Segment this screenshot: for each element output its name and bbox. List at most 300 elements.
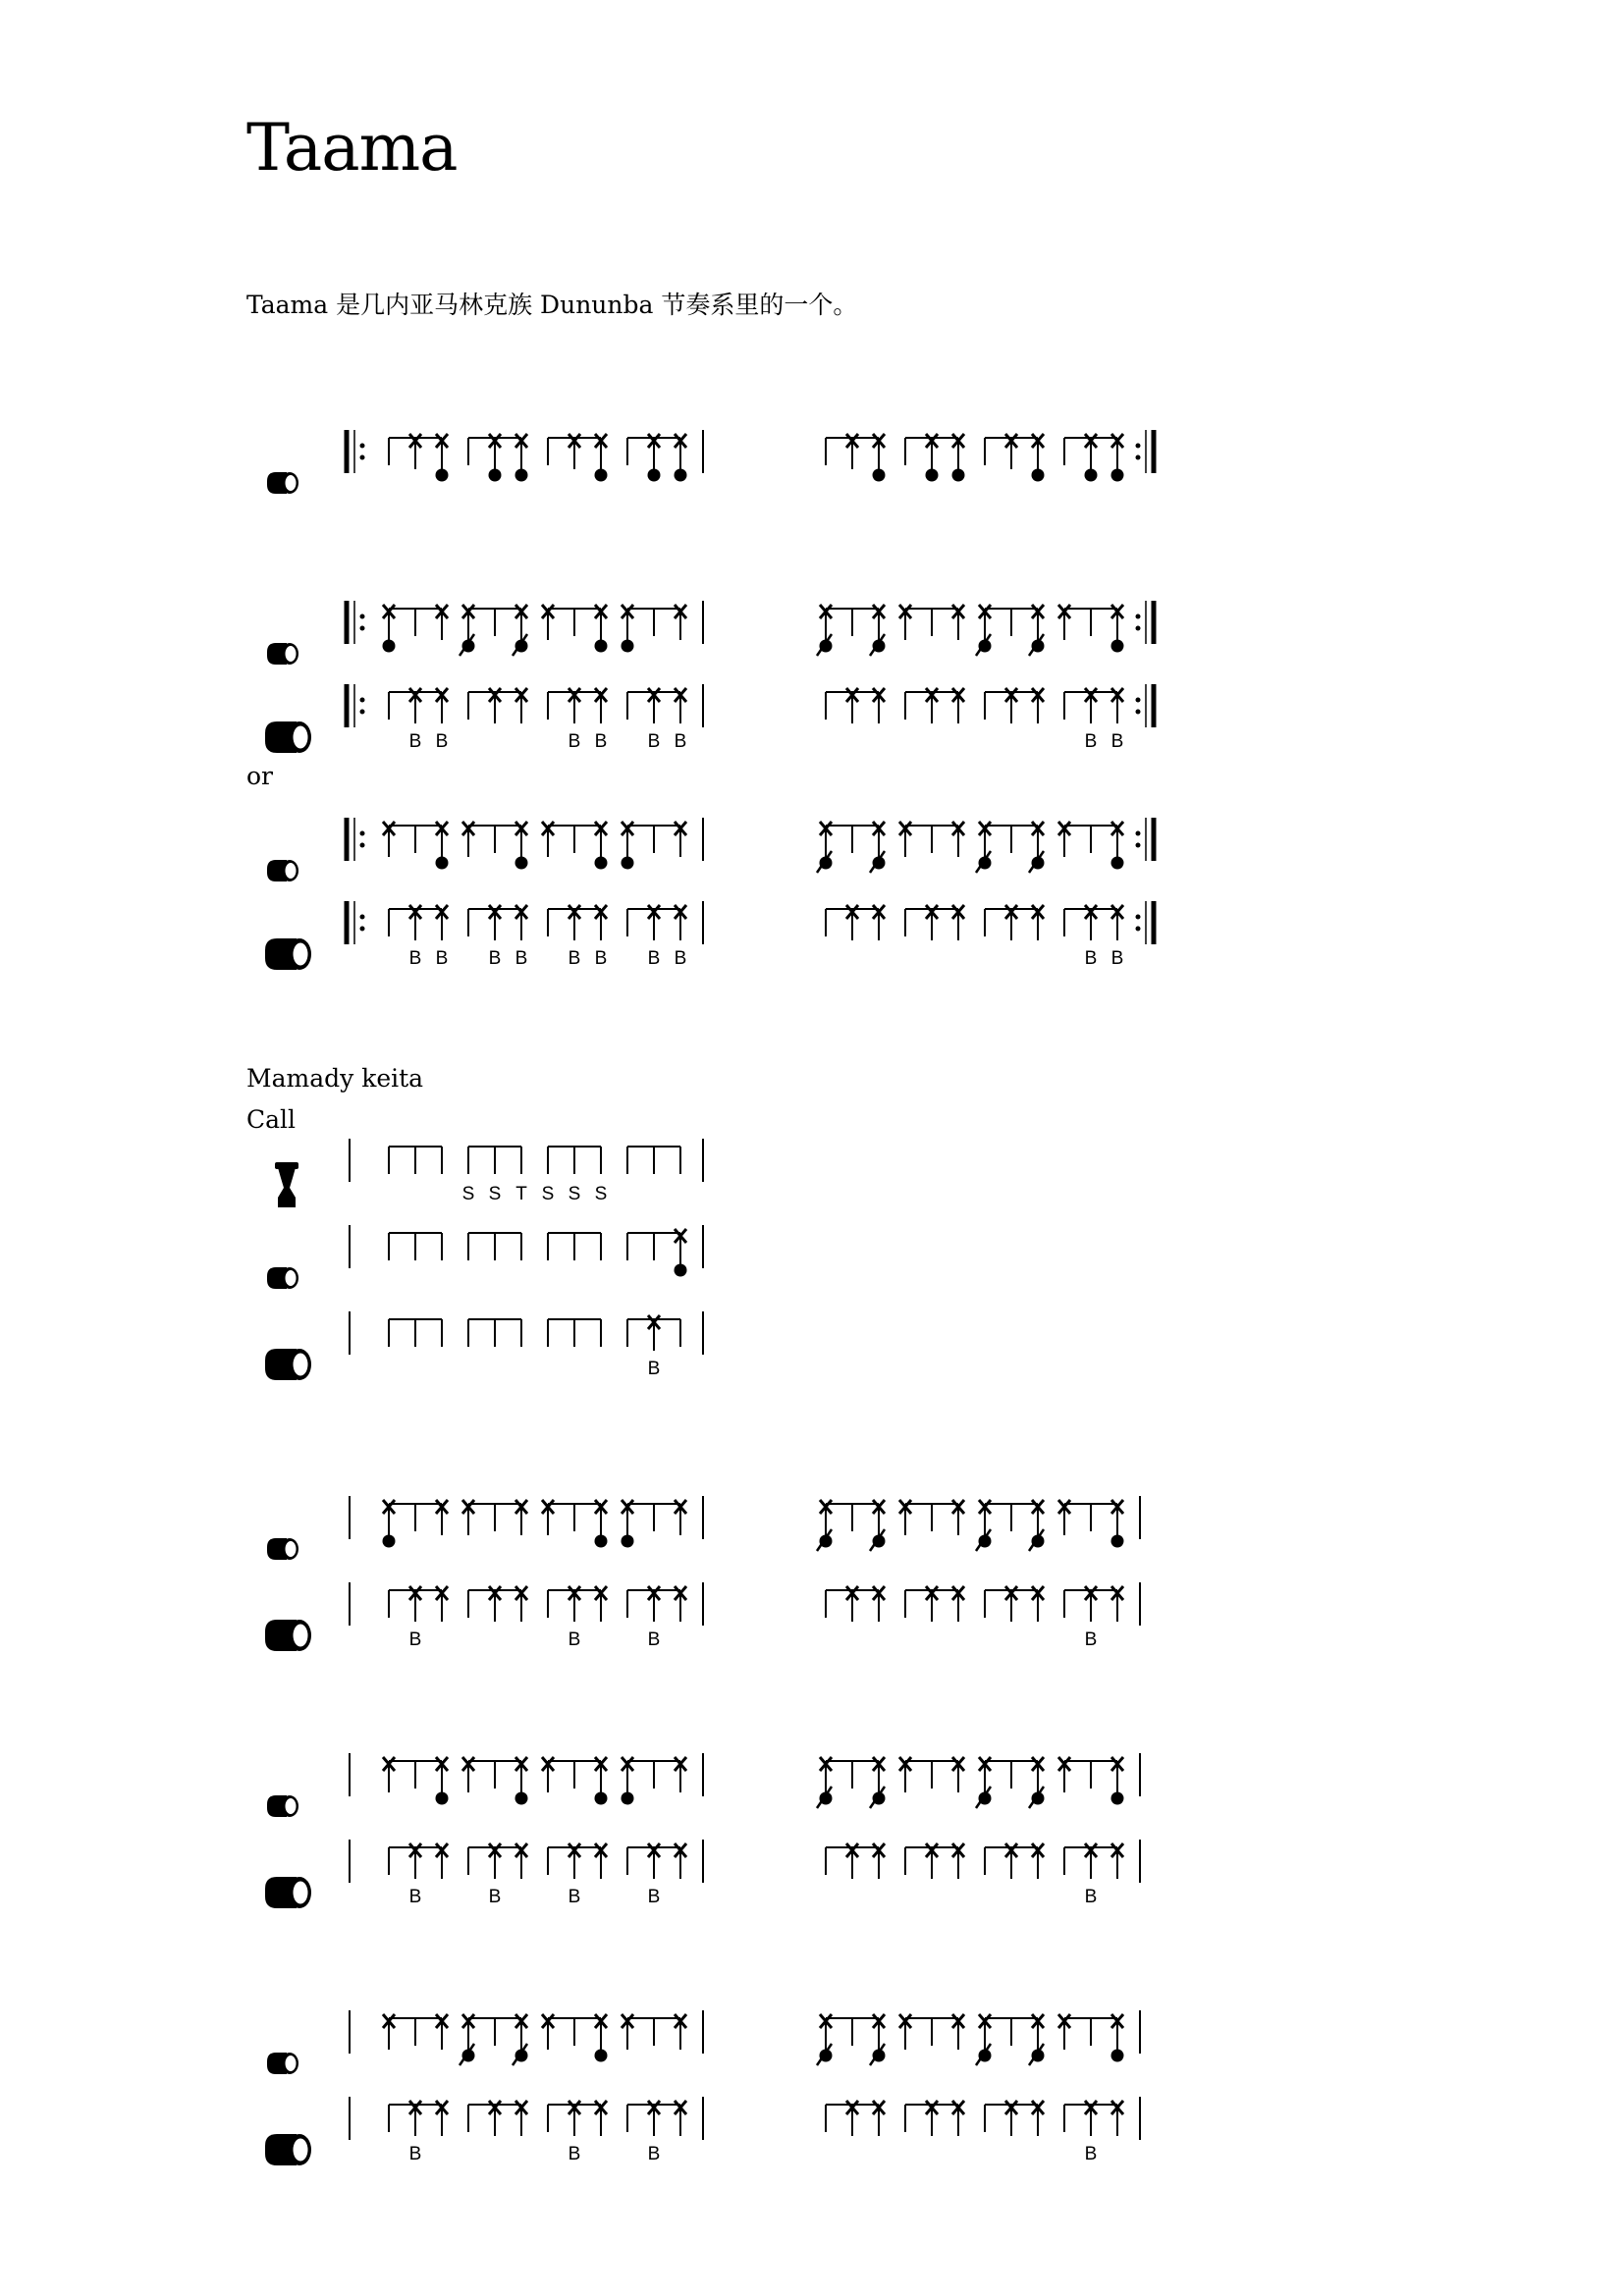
note-x	[436, 605, 448, 640]
beat	[905, 2101, 964, 2136]
note-xo	[436, 434, 449, 482]
svg-text:B: B	[1084, 948, 1098, 969]
note-xo	[595, 1500, 608, 1548]
staff-dununba	[0, 686, 1624, 755]
svg-text:B: B	[568, 731, 581, 752]
note-xm	[1029, 2014, 1045, 2065]
staff-lines	[0, 903, 1624, 972]
note-x	[1111, 1586, 1123, 1622]
beat	[383, 605, 449, 653]
svg-text:B: B	[568, 948, 581, 969]
note-x	[899, 2014, 911, 2050]
beat	[899, 822, 964, 857]
note-xB	[515, 905, 528, 969]
note-xo	[622, 822, 634, 870]
note-x	[595, 1586, 607, 1622]
beat	[1064, 1586, 1123, 1650]
note-x	[436, 1500, 448, 1535]
note-x	[926, 905, 938, 940]
note-x	[542, 605, 554, 640]
beat	[622, 1500, 687, 1548]
svg-text:B: B	[408, 1629, 422, 1650]
note-xo	[595, 822, 608, 870]
note-xo	[515, 1757, 528, 1805]
staff-dununba	[0, 1842, 1624, 1910]
note-xB	[648, 905, 661, 969]
beat	[389, 1319, 442, 1347]
beat	[976, 1500, 1045, 1551]
note-x	[899, 1500, 911, 1535]
stroke-slap: S	[541, 1184, 555, 1204]
beat	[468, 1319, 521, 1347]
beat	[542, 822, 608, 870]
beat	[976, 2014, 1045, 2065]
note-xB	[648, 2101, 661, 2164]
note-xB	[675, 905, 687, 969]
note-xo	[1111, 434, 1124, 482]
note-x	[1111, 1843, 1123, 1879]
note-x	[462, 822, 474, 857]
staff-kenkeni	[0, 432, 1624, 501]
note-x	[515, 1586, 527, 1622]
beat	[976, 822, 1045, 873]
beat	[976, 605, 1045, 656]
beat	[826, 434, 886, 482]
beat	[462, 1757, 528, 1805]
note-x	[436, 2101, 448, 2136]
note-xB	[1111, 905, 1124, 969]
label-mamady-keita: Mamady keita	[246, 1064, 424, 1093]
note-xo	[675, 1229, 687, 1277]
staff-lines	[0, 1584, 1624, 1653]
note-x	[675, 822, 686, 857]
svg-text:B: B	[674, 948, 687, 969]
beat	[468, 905, 527, 969]
beat	[548, 1843, 607, 1907]
beat	[627, 434, 687, 482]
staff-kenkeni	[0, 1498, 1624, 1567]
svg-text:B: B	[594, 948, 608, 969]
beat	[899, 2014, 964, 2050]
stroke-tone: T	[515, 1184, 527, 1204]
note-xo	[873, 434, 886, 482]
beat	[826, 1843, 885, 1879]
note-x	[462, 1757, 474, 1792]
note-xm	[870, 822, 886, 873]
note-xB	[409, 688, 422, 752]
beat	[389, 1147, 442, 1174]
note-x	[926, 2101, 938, 2136]
staff-lines	[0, 1141, 1624, 1209]
page-title: Taama	[246, 110, 458, 186]
note-x	[873, 905, 885, 940]
svg-text:B: B	[1084, 1887, 1098, 1907]
note-x	[1005, 1843, 1017, 1879]
note-xm	[976, 605, 992, 656]
beat	[542, 1757, 608, 1805]
note-x	[952, 1757, 964, 1792]
note-x	[515, 1500, 527, 1535]
beat	[1064, 2101, 1123, 2164]
note-xo	[383, 605, 396, 653]
staff-lines	[0, 432, 1624, 501]
note-x	[846, 905, 858, 940]
note-x	[622, 2014, 633, 2050]
beat	[460, 605, 528, 656]
svg-text:B: B	[435, 948, 449, 969]
note-xo	[383, 1500, 396, 1548]
beat	[985, 688, 1044, 723]
beat	[548, 1233, 601, 1260]
beat	[627, 1147, 680, 1174]
note-x	[1058, 605, 1070, 640]
beat	[542, 1500, 608, 1548]
staff-dununba	[0, 1584, 1624, 1653]
note-x	[846, 2101, 858, 2136]
note-x	[873, 2101, 885, 2136]
svg-text:B: B	[435, 731, 449, 752]
staff-lines	[0, 2099, 1624, 2167]
beat	[383, 2014, 448, 2050]
note-xo	[675, 434, 687, 482]
note-x	[926, 1586, 938, 1622]
note-x	[515, 2101, 527, 2136]
svg-text:B: B	[674, 731, 687, 752]
note-x	[899, 822, 911, 857]
beat	[826, 1586, 885, 1622]
note-x	[1032, 1843, 1044, 1879]
beat	[383, 1757, 449, 1805]
note-x	[899, 1757, 911, 1792]
note-xm	[976, 1757, 992, 1808]
note-x	[952, 2101, 964, 2136]
note-x	[383, 1757, 395, 1792]
beat	[389, 1233, 442, 1260]
beat	[627, 1843, 686, 1907]
note-xo	[515, 434, 528, 482]
note-xB	[1085, 905, 1098, 969]
svg-text:B: B	[568, 2144, 581, 2164]
note-x	[926, 1843, 938, 1879]
note-x	[1111, 2101, 1123, 2136]
svg-text:B: B	[408, 948, 422, 969]
beat	[383, 1500, 449, 1548]
note-xm	[1029, 605, 1045, 656]
note-xm	[817, 2014, 833, 2065]
beat	[389, 2101, 448, 2164]
beat	[468, 1586, 527, 1622]
note-xo	[489, 434, 502, 482]
beat	[826, 688, 885, 723]
note-xB	[648, 1315, 661, 1379]
note-x	[1005, 2101, 1017, 2136]
svg-text:B: B	[1084, 1629, 1098, 1650]
staff-djembe	[0, 1141, 1624, 1209]
note-xm	[817, 1500, 833, 1551]
svg-text:B: B	[408, 1887, 422, 1907]
note-x	[873, 1586, 885, 1622]
note-xm	[870, 2014, 886, 2065]
svg-text:B: B	[594, 731, 608, 752]
svg-text:B: B	[488, 1887, 502, 1907]
svg-text:B: B	[1110, 731, 1124, 752]
note-xB	[409, 1586, 422, 1650]
beat	[462, 1500, 527, 1535]
note-xo	[595, 1757, 608, 1805]
beat	[1058, 605, 1124, 653]
svg-text:B: B	[488, 948, 502, 969]
note-x	[1032, 688, 1044, 723]
note-xB	[568, 688, 581, 752]
note-xm	[460, 2014, 475, 2065]
beat	[1058, 822, 1124, 870]
beat	[627, 2101, 686, 2164]
beat	[548, 905, 607, 969]
note-xB	[1085, 688, 1098, 752]
note-x	[1032, 905, 1044, 940]
beat	[389, 1586, 448, 1650]
note-x	[675, 605, 686, 640]
stroke-slap: S	[488, 1184, 502, 1204]
note-xB	[436, 688, 449, 752]
svg-text:B: B	[1084, 731, 1098, 752]
note-x	[952, 1843, 964, 1879]
beat	[468, 1843, 527, 1907]
note-xo	[436, 822, 449, 870]
staff-kenkeni	[0, 1755, 1624, 1824]
note-x	[1032, 2101, 1044, 2136]
note-xm	[460, 605, 475, 656]
beat	[622, 822, 687, 870]
note-xB	[568, 1586, 581, 1650]
beat	[468, 2101, 527, 2136]
note-x	[383, 2014, 395, 2050]
staff-dununba	[0, 2099, 1624, 2167]
note-xB	[648, 1586, 661, 1650]
note-xo	[1111, 1500, 1124, 1548]
staff-lines	[0, 603, 1624, 671]
note-x	[675, 1500, 686, 1535]
note-xB	[675, 688, 687, 752]
svg-text:B: B	[647, 2144, 661, 2164]
note-xB	[489, 1843, 502, 1907]
note-xB	[489, 905, 502, 969]
beat	[548, 1319, 601, 1347]
note-x	[675, 1586, 686, 1622]
note-xm	[513, 2014, 528, 2065]
note-x	[436, 1843, 448, 1879]
note-xo	[1111, 822, 1124, 870]
staff-lines	[0, 1498, 1624, 1567]
beat	[462, 1147, 528, 1204]
beat	[817, 2014, 886, 2065]
note-xm	[976, 822, 992, 873]
stroke-slap: S	[461, 1184, 475, 1204]
note-x	[1058, 1757, 1070, 1792]
note-x	[675, 1843, 686, 1879]
beat	[1058, 2014, 1124, 2062]
note-xo	[436, 1757, 449, 1805]
staff-lines	[0, 2012, 1624, 2081]
beat	[905, 434, 965, 482]
note-xm	[870, 605, 886, 656]
note-x	[675, 2101, 686, 2136]
note-xo	[515, 822, 528, 870]
note-x	[515, 1843, 527, 1879]
beat	[905, 1843, 964, 1879]
note-xB	[1085, 1586, 1098, 1650]
label-call: Call	[246, 1105, 297, 1134]
beat	[468, 688, 527, 723]
beat	[468, 1233, 521, 1260]
beat	[548, 1586, 607, 1650]
beat	[542, 605, 608, 653]
staff-lines	[0, 1313, 1624, 1382]
beat	[905, 905, 964, 940]
note-x	[1058, 822, 1070, 857]
note-x	[675, 1757, 686, 1792]
note-xm	[1029, 822, 1045, 873]
label-or: or	[246, 762, 274, 790]
svg-text:B: B	[568, 1629, 581, 1650]
beat	[627, 905, 686, 969]
beat	[460, 2014, 528, 2065]
beat	[985, 905, 1044, 940]
note-x	[436, 1586, 448, 1622]
beat	[548, 434, 608, 482]
beat	[627, 1586, 686, 1650]
beat	[622, 605, 687, 653]
staff-lines	[0, 686, 1624, 755]
svg-text:B: B	[647, 1359, 661, 1379]
note-x	[489, 688, 501, 723]
staff-kenkeni	[0, 820, 1624, 888]
note-xB	[1085, 2101, 1098, 2164]
note-x	[952, 1586, 964, 1622]
note-x	[462, 1500, 474, 1535]
staff-kenkeni	[0, 603, 1624, 671]
beat	[899, 605, 964, 640]
note-x	[542, 1500, 554, 1535]
note-x	[1005, 905, 1017, 940]
beat	[1064, 688, 1123, 752]
note-xo	[622, 605, 634, 653]
note-xB	[595, 688, 608, 752]
note-xB	[568, 1843, 581, 1907]
beat	[542, 1147, 608, 1204]
staff-lines	[0, 1755, 1624, 1824]
beat	[905, 1586, 964, 1622]
note-x	[489, 1586, 501, 1622]
beat	[389, 434, 449, 482]
note-xm	[976, 1500, 992, 1551]
note-xB	[568, 2101, 581, 2164]
beat	[622, 2014, 686, 2050]
svg-text:B: B	[647, 1887, 661, 1907]
note-x	[926, 688, 938, 723]
note-xB	[436, 905, 449, 969]
staff-dununba	[0, 1313, 1624, 1382]
beat	[817, 822, 886, 873]
note-x	[595, 1843, 607, 1879]
staff-kenkeni	[0, 2012, 1624, 2081]
note-xo	[595, 2014, 608, 2062]
beat	[548, 2101, 607, 2164]
stroke-slap: S	[568, 1184, 581, 1204]
note-x	[952, 905, 964, 940]
note-x	[436, 2014, 448, 2050]
note-xo	[622, 1500, 634, 1548]
beat	[985, 2101, 1044, 2136]
note-x	[1005, 434, 1017, 469]
note-xm	[817, 605, 833, 656]
note-xB	[648, 688, 661, 752]
note-xB	[1085, 1843, 1098, 1907]
note-xo	[622, 1757, 634, 1805]
note-xm	[513, 605, 528, 656]
note-xm	[1029, 1500, 1045, 1551]
beat	[1064, 1843, 1123, 1907]
note-xB	[595, 905, 608, 969]
note-x	[515, 688, 527, 723]
note-x	[846, 1843, 858, 1879]
note-x	[846, 1586, 858, 1622]
beat	[548, 688, 607, 752]
svg-text:B: B	[514, 948, 528, 969]
note-x	[542, 822, 554, 857]
note-x	[542, 2014, 554, 2050]
svg-text:B: B	[647, 948, 661, 969]
staff-lines	[0, 820, 1624, 888]
staff-dununba	[0, 903, 1624, 972]
note-xB	[568, 905, 581, 969]
svg-text:B: B	[408, 2144, 422, 2164]
beat	[389, 1843, 448, 1907]
staff-kenkeni	[0, 1227, 1624, 1296]
note-xo	[1032, 434, 1045, 482]
beat	[826, 905, 885, 940]
note-x	[1005, 1586, 1017, 1622]
beat	[985, 1843, 1044, 1879]
svg-text:B: B	[1110, 948, 1124, 969]
beat	[817, 1500, 886, 1551]
note-x	[489, 2101, 501, 2136]
note-xo	[952, 434, 965, 482]
note-xB	[648, 1843, 661, 1907]
beat	[985, 1586, 1044, 1622]
note-x	[952, 688, 964, 723]
note-xo	[1085, 434, 1098, 482]
note-x	[595, 2101, 607, 2136]
note-xo	[1111, 2014, 1124, 2062]
svg-text:B: B	[647, 731, 661, 752]
note-xB	[409, 1843, 422, 1907]
stroke-slap: S	[594, 1184, 608, 1204]
note-x	[873, 688, 885, 723]
note-xo	[595, 434, 608, 482]
note-xm	[870, 1757, 886, 1808]
svg-text:B: B	[1084, 2144, 1098, 2164]
beat	[468, 434, 528, 482]
note-xo	[648, 434, 661, 482]
note-xo	[1111, 1757, 1124, 1805]
beat	[905, 688, 964, 723]
note-x	[846, 434, 858, 469]
note-xo	[926, 434, 939, 482]
note-x	[542, 1757, 554, 1792]
note-x	[1058, 1500, 1070, 1535]
beat	[622, 1757, 687, 1805]
